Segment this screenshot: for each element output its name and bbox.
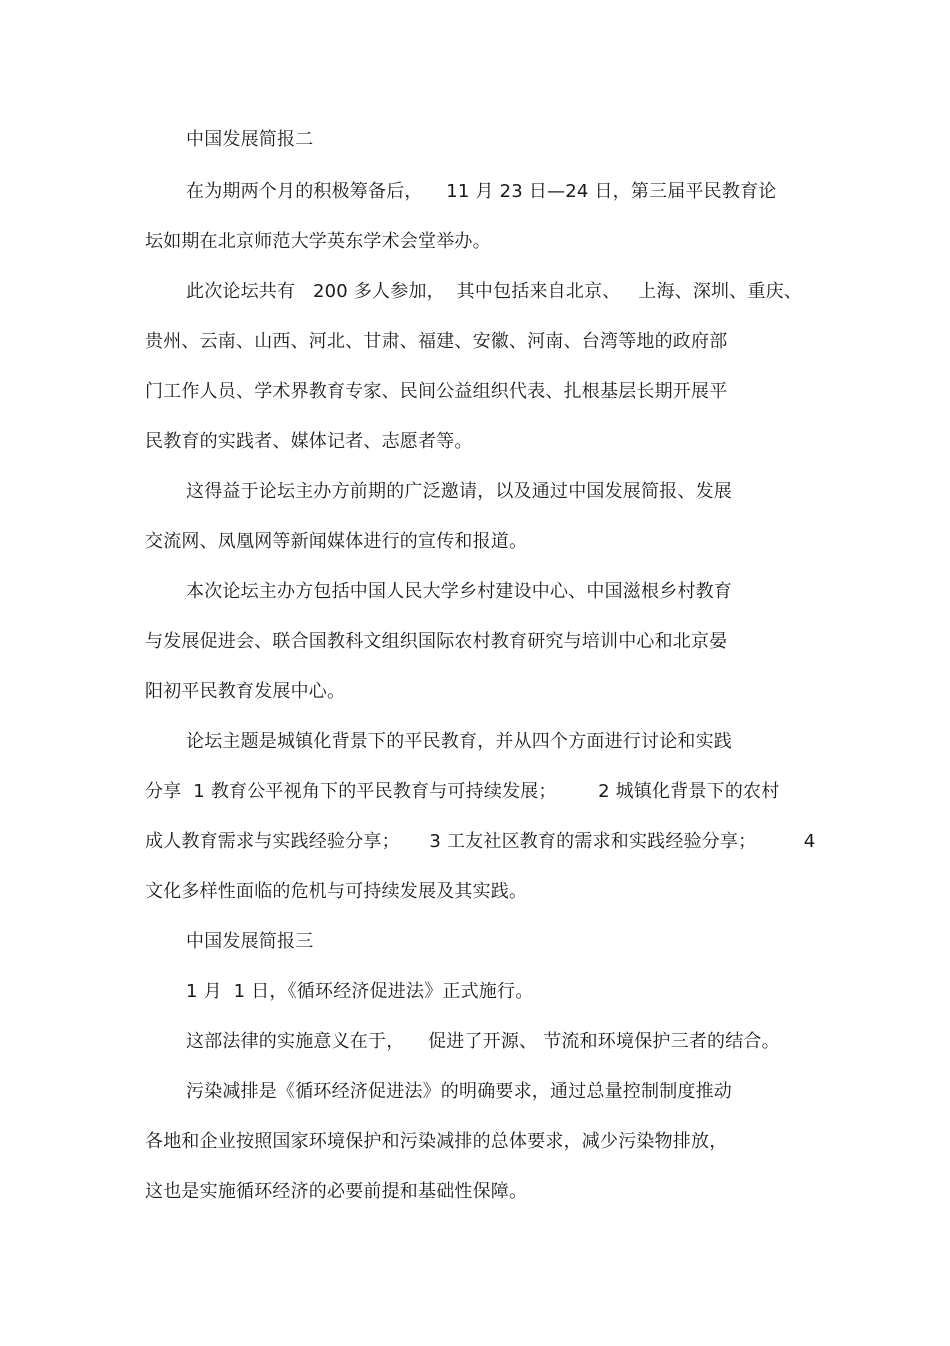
paragraph-line: 成人教育需求与实践经验分享； 3 工友社区教育的需求和实践经验分享； 4 <box>145 831 816 852</box>
paragraph-line: 阳初平民教育发展中心。 <box>145 681 346 702</box>
paragraph-line: 坛如期在北京师范大学英东学术会堂举办。 <box>145 231 491 252</box>
paragraph-line: 1 月 1 日，《循环经济促进法》正式施行。 <box>186 981 534 1002</box>
paragraph-line: 此次论坛共有 200 多人参加， 其中包括来自北京、 上海、深圳、重庆、 <box>186 281 803 302</box>
paragraph-line: 文化多样性面临的危机与可持续发展及其实践。 <box>145 881 528 902</box>
paragraph-line: 这也是实施循环经济的必要前提和基础性保障。 <box>145 1181 528 1202</box>
section-heading: 中国发展简报三 <box>186 931 314 952</box>
paragraph-line: 各地和企业按照国家环境保护和污染减排的总体要求，减少污染物排放， <box>145 1131 728 1152</box>
paragraph-line: 论坛主题是城镇化背景下的平民教育，并从四个方面进行讨论和实践 <box>186 731 732 752</box>
paragraph-line: 民教育的实践者、媒体记者、志愿者等。 <box>145 431 473 452</box>
paragraph-line: 门工作人员、学术界教育专家、民间公益组织代表、扎根基层长期开展平 <box>145 381 728 402</box>
paragraph-line: 本次论坛主办方包括中国人民大学乡村建设中心、中国滋根乡村教育 <box>186 581 732 602</box>
paragraph-line: 分享 1 教育公平视角下的平民教育与可持续发展； 2 城镇化背景下的农村 <box>145 781 780 802</box>
paragraph-line: 交流网、凤凰网等新闻媒体进行的宣传和报道。 <box>145 531 528 552</box>
paragraph-line: 在为期两个月的积极筹备后， 11 月 23 日—24 日，第三届平民教育论 <box>186 181 777 202</box>
paragraph-line: 这部法律的实施意义在于， 促进了开源、 节流和环境保护三者的结合。 <box>186 1031 780 1052</box>
section-heading: 中国发展简报二 <box>186 129 314 150</box>
paragraph-line: 这得益于论坛主办方前期的广泛邀请，以及通过中国发展简报、发展 <box>186 481 732 502</box>
paragraph-line: 与发展促进会、联合国教科文组织国际农村教育研究与培训中心和北京晏 <box>145 631 728 652</box>
paragraph-line: 贵州、云南、山西、河北、甘肃、福建、安徽、河南、台湾等地的政府部 <box>145 331 728 352</box>
paragraph-line: 污染减排是《循环经济促进法》的明确要求，通过总量控制制度推动 <box>186 1081 732 1102</box>
